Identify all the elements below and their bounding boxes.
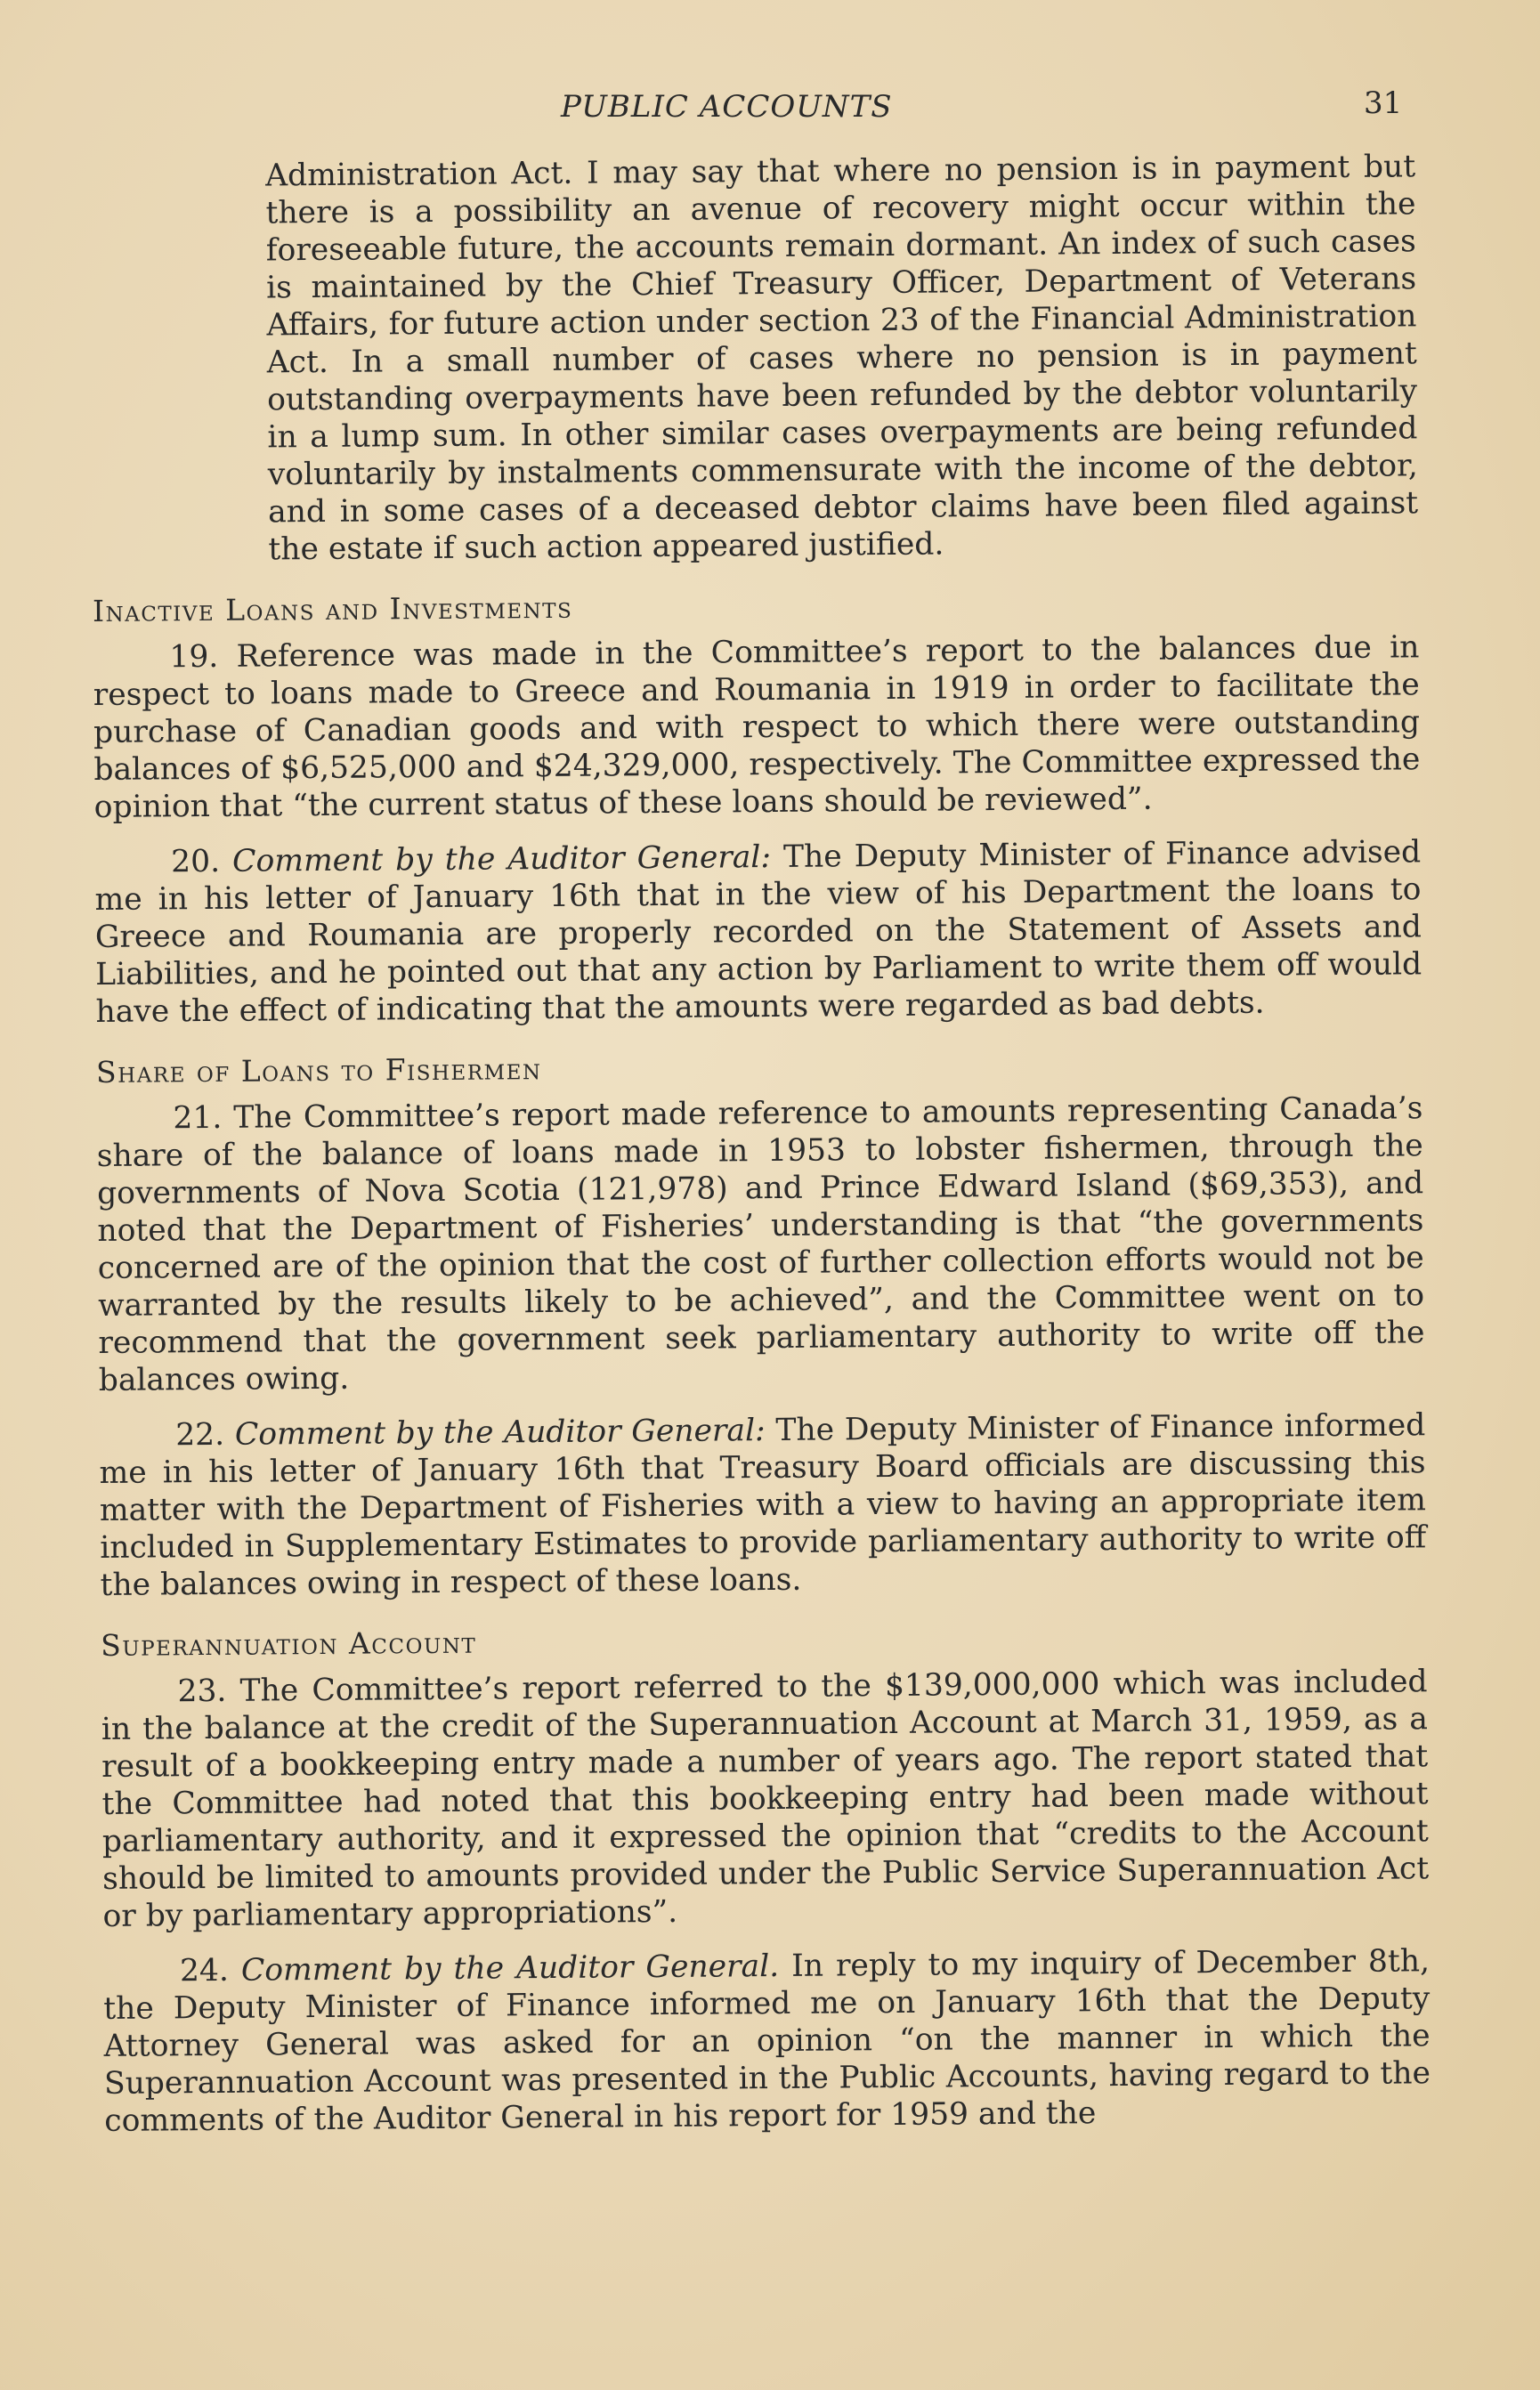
paragraph-text: Administration Act. I may say that where no pension is in payment but there is a possibility an avenue of recovery might occur within the foreseeable future, the accounts remain dormant. An index of such cases is maintained by the Chief Treasury Officer, Department of Veterans Affairs, for future action under section 23 of the Financial Administration Act. In a small number of cases where no pension is in payment outstanding overpayments have been refunded by the debtor voluntarily in a lump sum. In other similar cases overpayments are being refunded voluntarily by instalments commensurate with the income of the debtor, and in some cases of a deceased debtor claims have been filed against the estate if such action appeared justified. <box>265 149 1419 568</box>
paragraph-number: 24. <box>179 1952 230 1989</box>
paragraph-lead-italic: Comment by the Auditor General. <box>240 1948 780 1989</box>
paragraph-text: The Committee’s report referred to the $139,000,000 which was included in the balance at the credit of the Superannuation Account at March 31, 1959, as a result of a bookkeeping entry made a number of years ago. The report stated that the Committee had noted that this bookkeeping entry had been made without parliamentary authority, and it expressed the opinion that “credits to the Account should be limited to amounts provided under the Public Service Superannuation Act or by parliamentary appropriations”. <box>101 1664 1430 1934</box>
paragraph-number: 21. <box>173 1099 223 1137</box>
paragraph-24 <box>103 1942 1431 2140</box>
page-number: 31 <box>1364 85 1403 121</box>
paragraph-text: Reference was made in the Committee’s report to the balances due in respect to loans made to Greece and Roumania in 1919 in order to facilitate the purchase of Canadian goods and with respect to which there were outstanding balances of $6,525,000 and $24,329,000, respectively. The Committee expressed the opinion that “the current status of these loans should be reviewed”. <box>93 629 1421 825</box>
paragraph-number: 22. <box>175 1416 225 1454</box>
page-body <box>89 148 1431 2158</box>
paragraph-22 <box>99 1406 1427 1604</box>
section-heading: Inactive Loans and Investments <box>92 589 573 628</box>
paragraph-21 <box>96 1090 1425 1399</box>
paragraph-23 <box>101 1663 1429 1935</box>
paragraph-19 <box>93 628 1421 826</box>
paragraph-text: The Committee’s report made reference to amounts representing Canada’s share of the balance of loans made in 1953 to lobster fishermen, through the governments of Nova Scotia (121,978) and Prince Edward Island ($69,353), and noted that the Department of Fisheries’ understanding is that “the governments concerned are of the opinion that the cost of further collection efforts would not be warranted by the results likely to be achieved”, and the Committee went on to recommend that the government seek parliamentary authority to write off the balances owing. <box>96 1090 1425 1398</box>
paragraph-number: 23. <box>177 1673 227 1710</box>
paragraph-lead-italic: Comment by the Auditor General: <box>234 1413 766 1453</box>
paragraph-text: In reply to my inquiry of December 8th, the Deputy Minister of Finance informed me on January 16th that the Deputy Attorney General was asked for an opinion “on the manner in which the Superannuation Account was presented in the Public Accounts, having regard to the comments of the Auditor General in his report for 1959 and the <box>103 1943 1431 2139</box>
paragraph-20 <box>94 833 1422 1031</box>
continued-paragraph <box>89 148 1419 570</box>
section-heading: Superannuation Account <box>100 1624 477 1663</box>
running-title: PUBLIC ACCOUNTS <box>561 89 893 125</box>
section-heading: Share of Loans to Fishermen <box>95 1051 542 1090</box>
page-header <box>0 85 1540 130</box>
paragraph-number: 19. <box>169 638 219 676</box>
paragraph-number: 20. <box>171 843 221 880</box>
paragraph-text: The Deputy Minister of Finance advised me in his letter of January 16th that in the view of his Department the loans to Greece and Roumania are properly recorded on the Statement of Assets and Liabilities, and he pointed out that any action by Parliament to write them off would have the effect of indicating that the amounts were regarded as bad debts. <box>94 834 1422 1030</box>
paragraph-text: The Deputy Minister of Finance informed me in his letter of January 16th that Treasury Board officials are discussing this matter with the Department of Fisheries with a view to having an appropriate item included in Supplementary Estimates to provide parliamentary authority to write off the balances owing in respect of these loans. <box>99 1407 1427 1603</box>
paragraph-lead-italic: Comment by the Auditor General: <box>231 839 772 879</box>
